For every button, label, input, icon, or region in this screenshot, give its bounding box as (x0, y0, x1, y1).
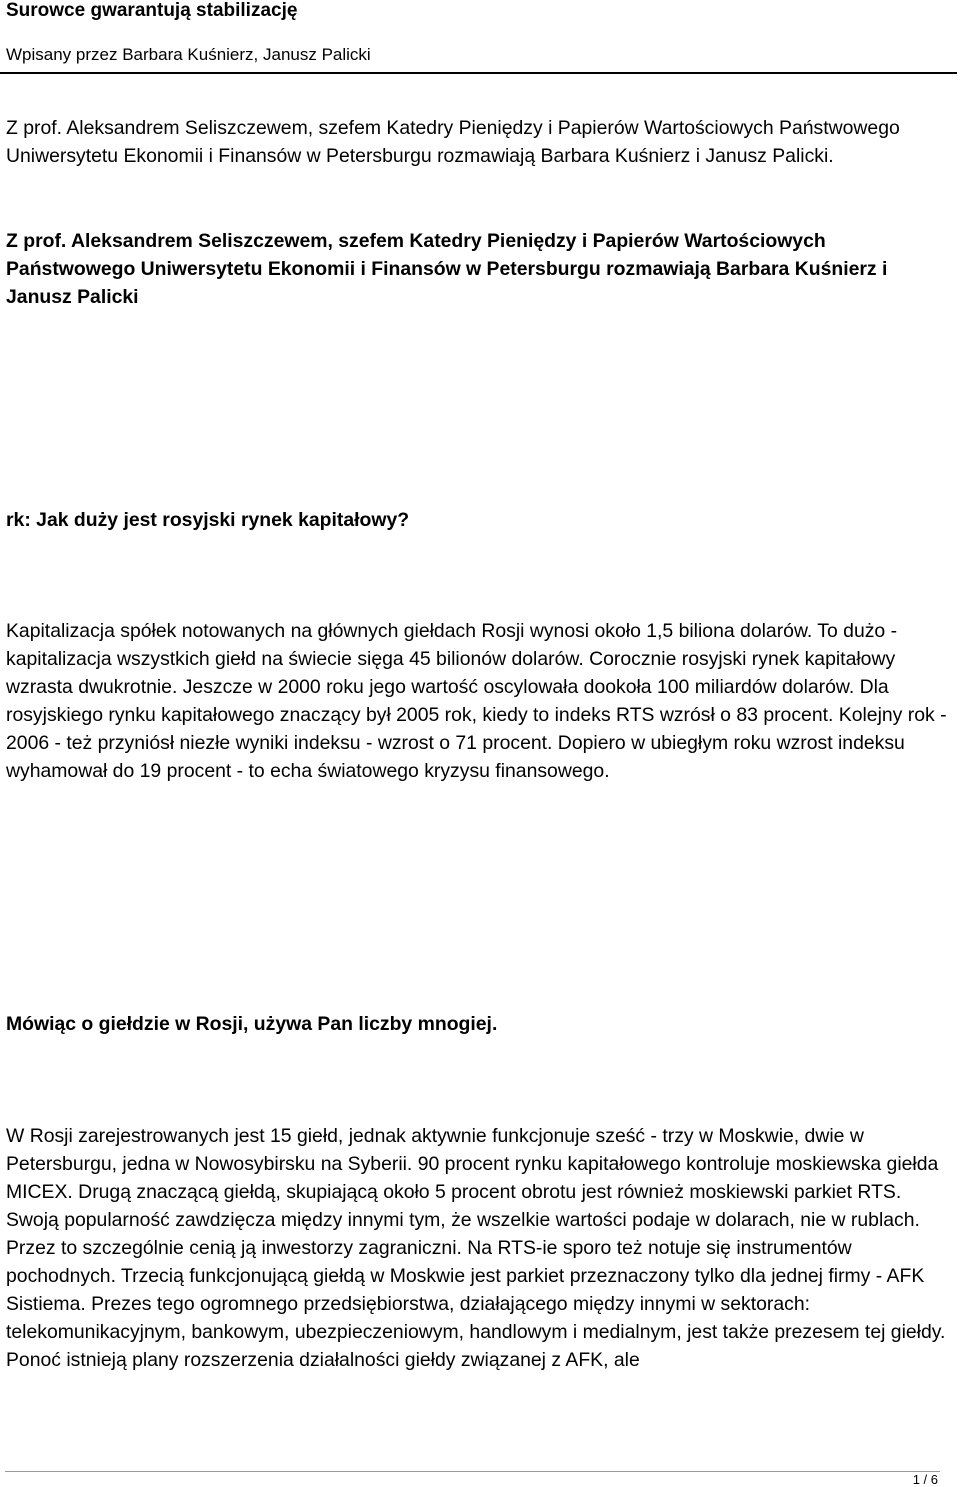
article-byline: Wpisany przez Barbara Kuśnierz, Janusz Palicki (6, 45, 371, 64)
interview-answer: Kapitalizacja spółek notowanych na głównych giełdach Rosji wynosi około 1,5 biliona dolarów. To dużo - kapitalizacja wszystkich giełd na świecie sięga 45 bilionów dolarów. Corocznie rosyjski rynek kapitałowy wzrasta dwukrotnie. Jeszcze w 2000 roku jego wartość oscylowała dookoła 100 miliardów dolarów. Dla rosyjskiego rynku kapitałowego znaczący był 2005 rok, kiedy to indeks RTS wzrósł o 83 procent. Kolejny rok - 2006 - też przyniósł niezłe wyniki indeksu - wzrost o 71 procent. Dopiero w ubiegłym roku wzrost indeksu wyhamował do 19 procent - to echa światowego kryzysu finansowego. (6, 620, 947, 782)
article-lead: Z prof. Aleksandrem Seliszczewem, szefem Katedry Pieniędzy i Papierów Wartościowych Państwowego Uniwersytetu Ekonomii i Finansów w Petersburgu rozmawiają Barbara Kuśnierz i Janusz Palicki. (6, 117, 900, 167)
article-title: Surowce gwarantują stabilizację (6, 0, 298, 21)
interview-question: rk: Jak duży jest rosyjski rynek kapitałowy? (6, 509, 410, 531)
interview-question: Mówiąc o giełdzie w Rosji, używa Pan liczby mnogiej. (6, 1013, 498, 1035)
interview-answer: W Rosji zarejestrowanych jest 15 giełd, jednak aktywnie funkcjonuje sześć - trzy w Moskwie, dwie w Petersburgu, jedna w Nowosybirsku na Syberii. 90 procent rynku kapitałowego kontroluje moskiewska giełda MICEX. Drugą znaczącą giełdą, skupiającą około 5 procent obrotu jest również moskiewski parkiet RTS. Swoją popularność zawdzięcza między innymi tym, że wszelkie wartości podaje w dolarach, nie w rublach. Przez to szczególnie cenią ją inwestorzy zagraniczni. Na RTS-ie sporo też notuje się instrumentów pochodnych. Trzecią funkcjonującą giełdą w Moskwie jest parkiet przeznaczony tylko dla jednej firmy - AFK Sistiema. Prezes tego ogromnego przedsiębiorstwa, działającego między innymi w sektorach: telekomunikacyjnym, bankowym, ubezpieczeniowym, handlowym i medialnym, jest także prezesem tej giełdy. Ponoć istnieją plany rozszerzenia działalności giełdy związanej z AFK, ale (6, 1125, 946, 1371)
page-number: 1 / 6 (912, 1472, 938, 1487)
footer-divider (5, 1471, 940, 1472)
article-intro: Z prof. Aleksandrem Seliszczewem, szefem Katedry Pieniędzy i Papierów Wartościowych Państwowego Uniwersytetu Ekonomii i Finansów w Petersburgu rozmawiają Barbara Kuśnierz i Janusz Palicki (6, 230, 888, 308)
header-divider (0, 72, 957, 74)
